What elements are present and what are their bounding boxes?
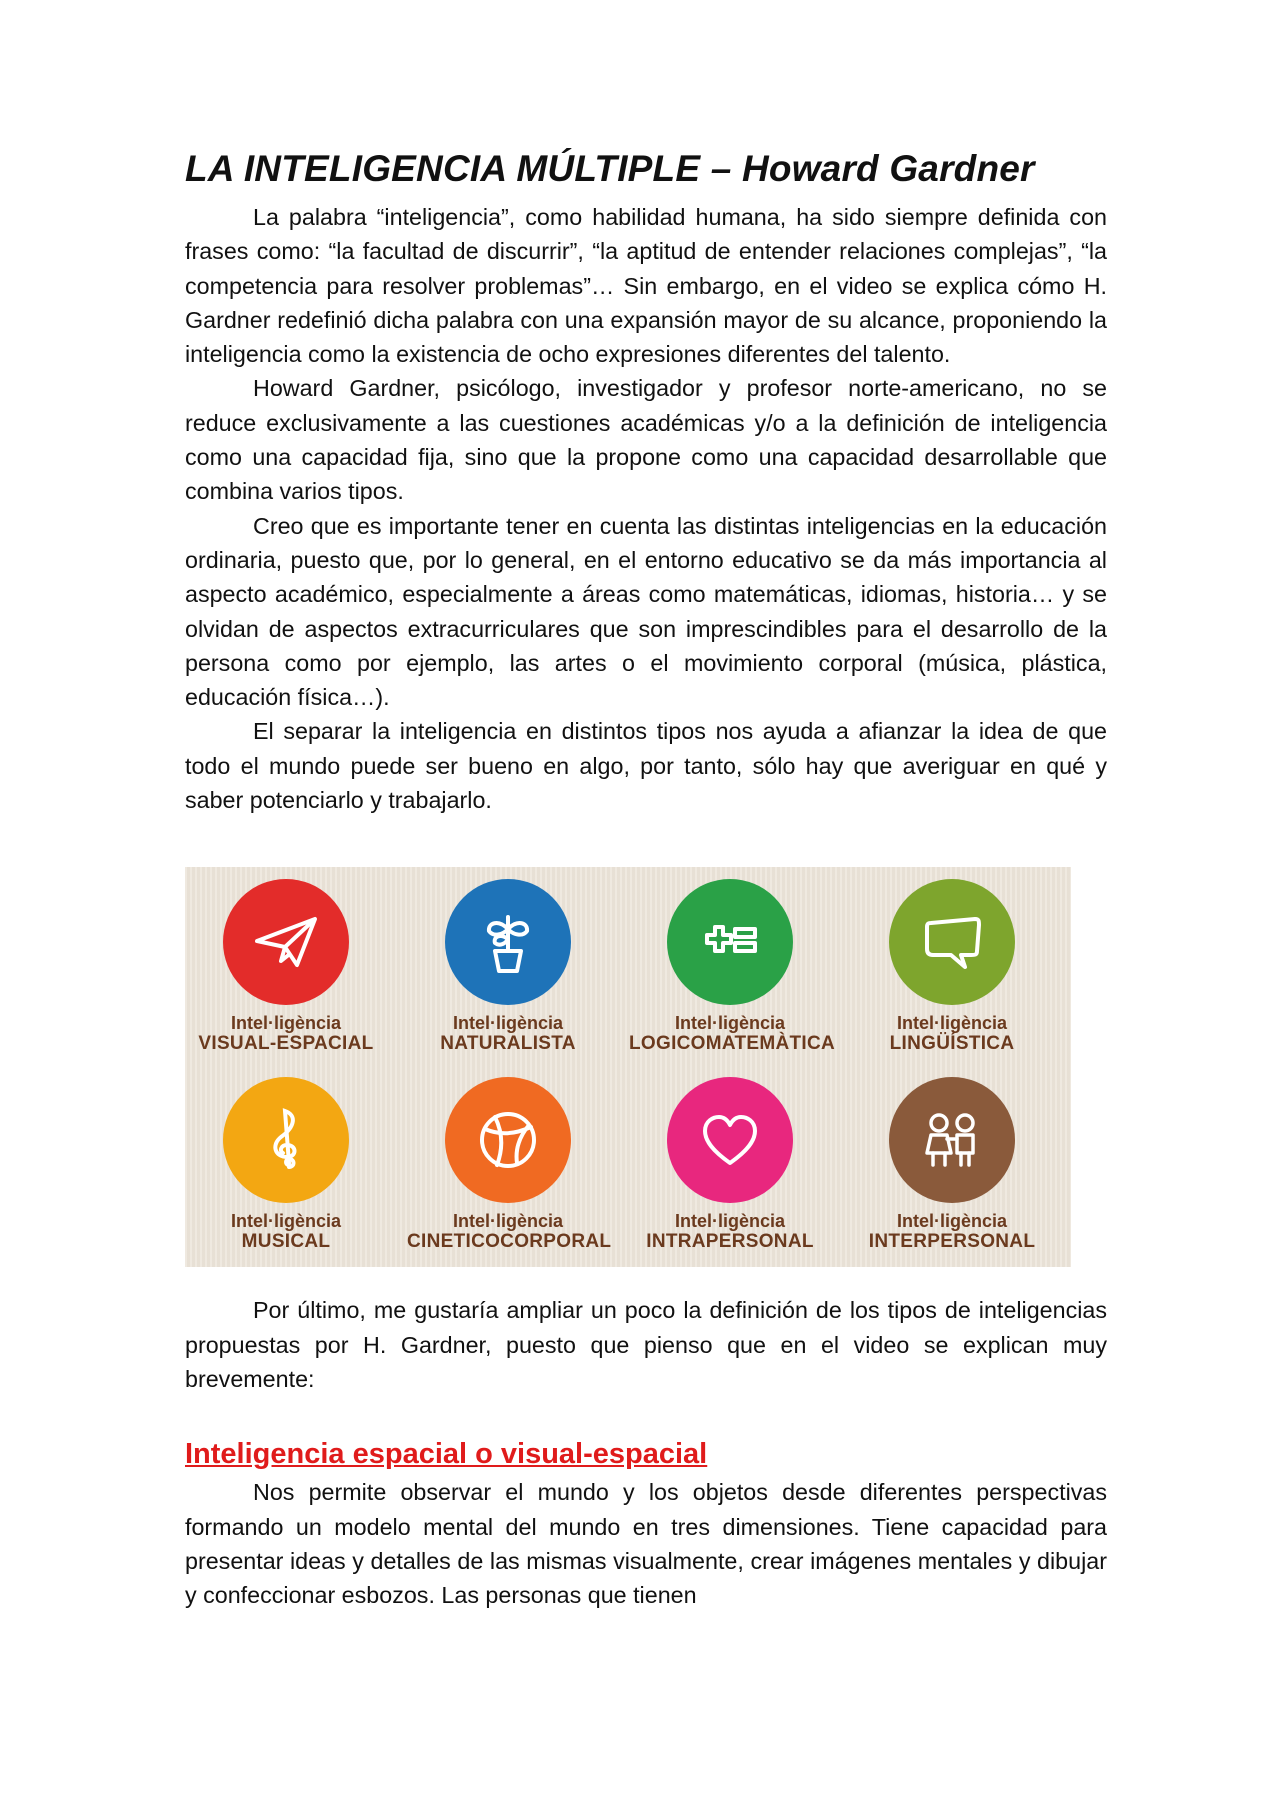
paragraph-education: Creo que es importante tener en cuenta las distintas inteligencias en la educación ordinaria, puesto que, por lo general, en el entorno educativo se da más importancia al aspecto académico, especialmente a áreas como matemáticas, idiomas, historia… y se olvidan de aspectos extracurriculares que son imprescindibles para el desarrollo de la persona como por ejemplo, las artes o el movimiento corporal (música, plástica, educación física…). xyxy=(185,512,1107,711)
visual-espacial-circle xyxy=(223,879,349,1005)
document-page xyxy=(185,148,1107,1612)
document-title: LA INTELIGENCIA MÚLTIPLE – Howard Gardner xyxy=(185,148,1035,189)
intrapersonal-circle xyxy=(667,1077,793,1203)
intelligence-label-prefix: Intel·ligència xyxy=(674,1013,786,1034)
intelligence-interpersonal xyxy=(851,1065,1071,1265)
intelligence-label-type: MUSICAL xyxy=(241,1231,331,1253)
plus-equals-icon xyxy=(695,907,765,977)
intelligence-label-type: VISUAL-ESPACIAL xyxy=(198,1033,374,1055)
intelligence-label-prefix: Intel·ligència xyxy=(230,1211,342,1232)
naturalista-circle xyxy=(445,879,571,1005)
intelligence-cineticocorporal xyxy=(407,1065,629,1265)
paragraph-gardner: Howard Gardner, psicólogo, investigador y profesor norte-americano, no se reduce exclusivamente a las cuestiones académicas y/o a la definición de inteligencia como una capacidad fija, sino que la propone como una capacidad desarrollable que combina varios tipos. xyxy=(185,375,1107,505)
intelligence-label-type: LOGICOMATEMÀTICA xyxy=(629,1033,836,1055)
intelligence-intrapersonal xyxy=(629,1065,851,1265)
plant-icon xyxy=(473,907,543,977)
intelligences-figure xyxy=(185,867,1071,1267)
paragraph-closing: Por último, me gustaría ampliar un poco la definición de los tipos de inteligencias propuestas por H. Gardner, puesto que pienso que en el video se explican muy brevemente: xyxy=(185,1297,1107,1392)
interpersonal-circle xyxy=(889,1077,1015,1203)
heart-icon xyxy=(695,1105,765,1175)
intelligence-musical xyxy=(185,1065,407,1265)
intelligence-label-prefix: Intel·ligència xyxy=(674,1211,786,1232)
paper-plane-icon xyxy=(251,907,321,977)
intelligence-label-prefix: Intel·ligència xyxy=(896,1211,1008,1232)
intelligence-visual-espacial xyxy=(185,867,407,1067)
intelligence-naturalista xyxy=(407,867,629,1067)
intelligence-label-prefix: Intel·ligència xyxy=(452,1211,564,1232)
paragraph-visual-espacial: Nos permite observar el mundo y los objetos desde diferentes perspectivas formando un modelo mental del mundo en tres dimensiones. Tiene capacidad para presentar ideas y detalles de las mismas visualmente, crear imágenes mentales y dibujar y confeccionar esbozos. Las personas que tienen xyxy=(185,1479,1107,1609)
logicomatematica-circle xyxy=(667,879,793,1005)
intelligence-label-prefix: Intel·ligència xyxy=(452,1013,564,1034)
cineticocorporal-circle xyxy=(445,1077,571,1203)
intelligence-label-prefix: Intel·ligència xyxy=(896,1013,1008,1034)
intelligence-label-type: CINETICOCORPORAL xyxy=(407,1231,612,1253)
speech-bubble-icon xyxy=(917,907,987,977)
intelligence-label-prefix: Intel·ligència xyxy=(230,1013,342,1034)
musical-circle xyxy=(223,1077,349,1203)
intelligence-label-type: INTRAPERSONAL xyxy=(646,1231,814,1253)
treble-clef-icon xyxy=(251,1105,321,1175)
section-heading-visual-espacial: Inteligencia espacial o visual-espacial xyxy=(185,1438,708,1471)
linguistica-circle xyxy=(889,879,1015,1005)
paragraph-types: El separar la inteligencia en distintos tipos nos ayuda a afianzar la idea de que todo el mundo puede ser bueno en algo, por tanto, sólo hay que averiguar en qué y saber potenciarlo y trabajarlo. xyxy=(185,718,1107,814)
two-people-icon xyxy=(917,1105,987,1175)
intelligence-label-type: NATURALISTA xyxy=(440,1033,576,1055)
ball-icon xyxy=(473,1105,543,1175)
intelligence-label-type: LINGÜÍSTICA xyxy=(889,1033,1015,1055)
paragraph-intro: La palabra “inteligencia”, como habilidad humana, ha sido siempre definida con frases como: “la facultad de discurrir”, “la aptitud de entender relaciones complejas”, “la competencia para resolver problemas”… Sin embargo, en el video se explica cómo H. Gardner redefinió dicha palabra con una expansión mayor de su alcance, proponiendo la inteligencia como la existencia de ocho expresiones diferentes del talento. xyxy=(185,204,1107,368)
intelligence-label-type: INTERPERSONAL xyxy=(868,1231,1036,1253)
intelligence-logicomatematica xyxy=(629,867,851,1067)
intelligence-linguistica xyxy=(851,867,1071,1067)
